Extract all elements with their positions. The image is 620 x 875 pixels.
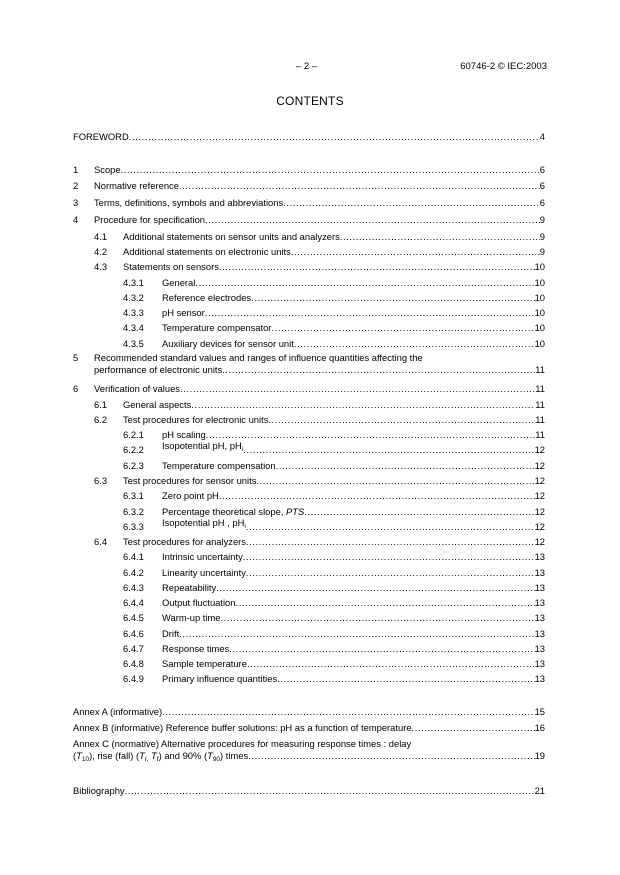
dot-leader	[195, 277, 534, 289]
toc-label: Drift	[162, 628, 180, 639]
dot-leader	[179, 628, 534, 640]
toc-label: General aspects	[123, 399, 192, 410]
toc-page-number: 10	[534, 307, 545, 318]
toc-number: 5	[73, 352, 79, 363]
toc-label: Annex C (normative) Alternative procedures for measuring response times : delay	[73, 738, 412, 749]
toc-number: 6.2.1	[123, 429, 144, 440]
dot-leader	[271, 322, 534, 334]
toc-entry-6-2-2[interactable]	[73, 440, 545, 456]
toc-entry-6-4-4[interactable]	[73, 596, 545, 609]
page-title: CONTENTS	[276, 94, 344, 108]
dot-leader	[219, 490, 535, 502]
toc-label: pH sensor	[162, 307, 205, 318]
dot-leader	[276, 460, 535, 472]
toc-label: Isopotential pH , $pH_i$	[162, 517, 246, 530]
toc-label-continued: performance of electronic units	[94, 364, 223, 375]
toc-label: Statements on sensors	[123, 261, 219, 272]
toc-entry-foreword[interactable]	[73, 130, 545, 143]
toc-entry-annex-c[interactable]	[73, 738, 545, 766]
dot-leader	[205, 307, 535, 319]
toc-entry-6[interactable]	[73, 382, 545, 395]
toc-label: Bibliography	[73, 785, 125, 796]
toc-label: Intrinsic uncertainty	[162, 551, 243, 562]
toc-number: 4.3	[94, 261, 108, 272]
dot-leader	[125, 785, 535, 797]
toc-page-number: 16	[534, 722, 545, 733]
toc-label: Additional statements on electronic units	[123, 246, 291, 257]
toc-entry-4-3-3[interactable]	[73, 306, 545, 319]
dot-leader	[246, 567, 535, 579]
toc-label: Annex B (informative) Reference buffer solutions: pH as a function of temperature	[73, 722, 412, 733]
toc-entry-6-4-3[interactable]	[73, 581, 545, 594]
toc-entry-1[interactable]	[73, 163, 545, 176]
dot-leader	[256, 475, 534, 487]
toc-entry-6-3-2[interactable]	[73, 505, 545, 518]
toc-page-number: 12	[534, 460, 545, 471]
toc-label: Scope	[94, 164, 121, 175]
dot-leader	[216, 582, 534, 594]
dot-leader	[412, 722, 535, 734]
toc-number: 4.3.2	[123, 292, 144, 303]
toc-entry-annex-b[interactable]	[73, 721, 545, 734]
dot-leader	[246, 521, 535, 533]
toc-entry-6-1[interactable]	[73, 398, 545, 411]
toc-label: Verification of values	[94, 383, 180, 394]
toc-page-number: 12	[534, 490, 545, 501]
dot-leader	[191, 399, 535, 411]
toc-page-number: 12	[534, 536, 545, 547]
toc-label: Test procedures for electronic units	[123, 414, 269, 425]
dot-leader	[162, 706, 534, 718]
toc-entry-6-4-8[interactable]	[73, 657, 545, 670]
toc-page-number: 10	[534, 277, 545, 288]
toc-page-number: 6	[539, 197, 545, 208]
toc-page-number: 10	[534, 292, 545, 303]
toc-entry-6-2-1[interactable]	[73, 428, 545, 441]
toc-page-number: 10	[534, 261, 545, 272]
toc-page-number: 13	[534, 658, 545, 669]
dot-leader	[129, 131, 540, 143]
toc-page-number: 12	[534, 506, 545, 517]
toc-label: Annex A (informative)	[73, 706, 163, 717]
toc-number: 6.3.3	[123, 521, 144, 532]
dot-leader	[246, 536, 535, 548]
toc-page-number: 11	[535, 429, 545, 440]
dot-leader	[277, 673, 534, 685]
toc-number: 2	[73, 180, 79, 191]
toc-number: 4.3.3	[123, 307, 144, 318]
toc-label: Percentage theoretical slope, PTS	[162, 506, 305, 517]
toc-page-number: 13	[534, 551, 545, 562]
dot-leader	[236, 597, 535, 609]
toc-entry-2[interactable]	[73, 179, 545, 192]
toc-page-number: 13	[534, 628, 545, 639]
dot-leader	[283, 197, 540, 209]
dot-leader	[268, 414, 535, 426]
toc-label: Isopotential pH, $pH_i$	[162, 440, 244, 453]
toc-label: Primary influence quantities	[162, 673, 278, 684]
toc-entry-6-4-9[interactable]	[73, 672, 545, 685]
toc-page-number: 12	[534, 521, 545, 532]
toc-page-number: 13	[534, 612, 545, 623]
toc-number: 4.3.5	[123, 338, 144, 349]
standard-reference-header: 60746-2 © IEC:2003	[460, 61, 547, 72]
toc-page-number: 6	[539, 180, 545, 191]
toc-number: 6.4.2	[123, 567, 144, 578]
toc-page-number: 12	[534, 444, 545, 455]
dot-leader	[251, 292, 534, 304]
toc-label: Repeatability	[162, 582, 217, 593]
toc-number: 4.2	[94, 246, 108, 257]
toc-entry-6-3[interactable]	[73, 474, 545, 487]
toc-label: Linearity uncertainty	[162, 567, 246, 578]
toc-number: 6.3.2	[123, 506, 144, 517]
toc-number: 4.3.1	[123, 277, 144, 288]
toc-number: 6.4.1	[123, 551, 144, 562]
toc-page-number: 9	[539, 246, 545, 257]
toc-number: 6.4.5	[123, 612, 144, 623]
toc-entry-6-2-3[interactable]	[73, 459, 545, 472]
toc-label: Auxiliary devices for sensor unit	[162, 338, 294, 349]
dot-leader	[222, 364, 535, 376]
toc-label: Response times	[162, 643, 230, 654]
toc-entry-4-2[interactable]	[73, 245, 545, 258]
dot-leader	[229, 643, 534, 655]
toc-page-number: 21	[534, 785, 545, 796]
toc-entry-4-3[interactable]	[73, 260, 545, 273]
toc-entry-6-4-2[interactable]	[73, 566, 545, 579]
toc-number: 6.1	[94, 399, 108, 410]
toc-page-number: 13	[534, 567, 545, 578]
dot-leader	[247, 658, 535, 670]
toc-number: 6.2.3	[123, 460, 144, 471]
toc-entry-6-3-1[interactable]	[73, 489, 545, 502]
toc-label: Test procedures for analyzers	[123, 536, 246, 547]
toc-entry-6-4-5[interactable]	[73, 611, 545, 624]
toc-label: Reference electrodes	[162, 292, 252, 303]
toc-label: Temperature compensator	[162, 322, 272, 333]
toc-page-number: 9	[539, 214, 545, 225]
dot-leader	[340, 231, 540, 243]
toc-label: Procedure for specification	[94, 214, 205, 225]
toc-page-number: 11	[535, 364, 545, 375]
toc-label: Sample temperature	[162, 658, 247, 669]
dot-leader	[304, 506, 534, 518]
toc-label: Additional statements on sensor units and analyzers	[123, 231, 340, 242]
toc-page-number: 15	[534, 706, 545, 717]
toc-label: Temperature compensation	[162, 460, 276, 471]
toc-label: General	[162, 277, 196, 288]
toc-number: 6.2	[94, 414, 108, 425]
toc-entry-bibliography[interactable]	[73, 784, 545, 797]
toc-page-number: 6	[539, 164, 545, 175]
toc-number: 4	[73, 214, 79, 225]
toc-page-number: 11	[535, 414, 545, 425]
toc-entry-5[interactable]	[73, 352, 545, 376]
toc-number: 6.3	[94, 475, 108, 486]
toc-number: 6.4.3	[123, 582, 144, 593]
toc-page-number: 4	[539, 131, 545, 142]
dot-leader	[294, 338, 535, 350]
toc-entry-6-2[interactable]	[73, 413, 545, 426]
toc-label: Terms, definitions, symbols and abbreviations	[94, 197, 284, 208]
dot-leader	[205, 214, 540, 226]
toc-page-number: 13	[534, 643, 545, 654]
toc-number: 6.3.1	[123, 490, 144, 501]
dot-leader	[243, 551, 535, 563]
toc-label: pH scaling	[162, 429, 206, 440]
toc-number: 1	[73, 164, 79, 175]
dot-leader	[248, 750, 534, 766]
dot-leader	[243, 444, 534, 456]
toc-number: 6.4.7	[123, 643, 144, 654]
toc-entry-4-3-4[interactable]	[73, 321, 545, 334]
toc-page-number: 10	[534, 322, 545, 333]
toc-label: FOREWORD	[73, 131, 129, 142]
dot-leader	[291, 246, 540, 258]
toc-number: 4.1	[94, 231, 108, 242]
toc-number: 3	[73, 197, 79, 208]
toc-number: 6.2.2	[123, 444, 144, 455]
dot-leader	[180, 383, 535, 395]
toc-number: 6.4.4	[123, 597, 144, 608]
dot-leader	[179, 180, 540, 192]
toc-entry-6-4-6[interactable]	[73, 627, 545, 640]
toc-page-number: 12	[534, 475, 545, 486]
toc-page-number: 13	[534, 582, 545, 593]
toc-label: Zero point pH	[162, 490, 219, 501]
toc-label: Normative reference	[94, 180, 179, 191]
toc-entry-4-3-1[interactable]	[73, 276, 545, 289]
toc-label: Test procedures for sensor units	[123, 475, 257, 486]
dot-leader	[206, 429, 535, 441]
toc-label-continued: $(T_{10})$, rise (fall) ($T_{r,}$ $T_f$) and 90% $(T_{90})$ times	[73, 750, 249, 763]
toc-label: Warm-up time	[162, 612, 221, 623]
toc-page-number: 10	[534, 338, 545, 349]
toc-entry-3[interactable]	[73, 196, 545, 209]
toc-entry-4-3-5[interactable]	[73, 337, 545, 350]
toc-entry-annex-a[interactable]	[73, 705, 545, 718]
toc-page-number: 11	[535, 399, 545, 410]
toc-page-number: 19	[534, 750, 545, 761]
toc-number: 6	[73, 383, 79, 394]
toc-number: 6.4.8	[123, 658, 144, 669]
dot-leader	[121, 164, 540, 176]
dot-leader	[221, 612, 535, 624]
toc-entry-6-3-3[interactable]	[73, 517, 545, 533]
toc-page-number: 11	[535, 383, 545, 394]
toc-entry-6-4[interactable]	[73, 535, 545, 548]
toc-entry-6-4-7[interactable]	[73, 642, 545, 655]
toc-number: 6.4	[94, 536, 108, 547]
toc-number: 4.3.4	[123, 322, 144, 333]
toc-entry-4-3-2[interactable]	[73, 291, 545, 304]
toc-label: Recommended standard values and ranges of influence quantities affecting the	[94, 352, 423, 363]
toc-entry-4-1[interactable]	[73, 230, 545, 243]
dot-leader	[219, 261, 535, 273]
toc-label: Output fluctuation	[162, 597, 236, 608]
toc-page-number: 13	[534, 597, 545, 608]
toc-number: 6.4.6	[123, 628, 144, 639]
toc-entry-4[interactable]	[73, 213, 545, 226]
toc-page-number: 9	[539, 231, 545, 242]
toc-entry-6-4-1[interactable]	[73, 550, 545, 563]
toc-page-number: 13	[534, 673, 545, 684]
page-number-header: – 2 –	[296, 61, 318, 72]
toc-number: 6.4.9	[123, 673, 144, 684]
